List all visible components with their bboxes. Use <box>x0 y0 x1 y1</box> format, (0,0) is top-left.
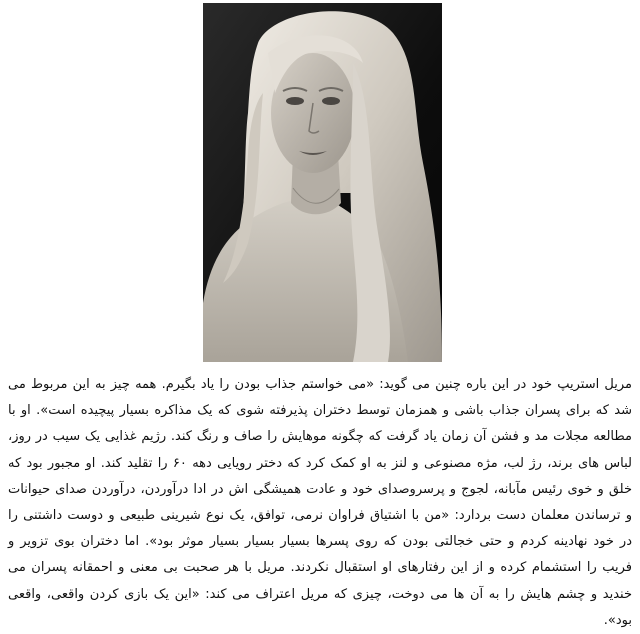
portrait-icon <box>203 3 442 362</box>
portrait-photo <box>203 3 442 362</box>
article-paragraph: مریل استریپ خود در این باره چنین می گوید: «می خواستم جذاب بودن را یاد بگیرم. همه چیز به این مربوط می شد که برای پسران جذاب باشی و همزمان توسط دختران پذیرفته شوی که یک مذاکره بسیار پیچیده است». او با مطالعه مجلات مد و فشن آن زمان یاد گرفت که چگونه موهایش را صاف و رنگ کند. رژیم غذایی یک سیب در روز، لباس های برند، رژ لب، مژه مصنوعی و لنز به او کمک کرد که دختر رویایی دهه ۶۰ را تقلید کند. او مجبور بود که خلق و خوی رئیس مآبانه، لجوج و پرسروصدای خود و عادت همیشگی اش در ادا درآوردن، درآوردن صدای حیوانات و ترساندن معلمان دست بردارد: «من با اشتیاق فراوان نرمی، توافق، یک نوع شیرینی طبیعی و دوست داشتنی را در خود نهادینه کردم و حتی خجالتی بودن که روی پسرها بسیار بسیار بسیار موثر بود». اما دختران بوی تزویر و فریب را استشمام کرده و از این رفتارهای او استقبال نکردند. مریل با هر صحبت بی معنی و احمقانه پسران می خندید و چشم هایش را به آن ها می دوخت، چیزی که مریل اعتراف می کند: «این یک بازی کردن واقعی، واقعی بود». <box>8 377 632 628</box>
